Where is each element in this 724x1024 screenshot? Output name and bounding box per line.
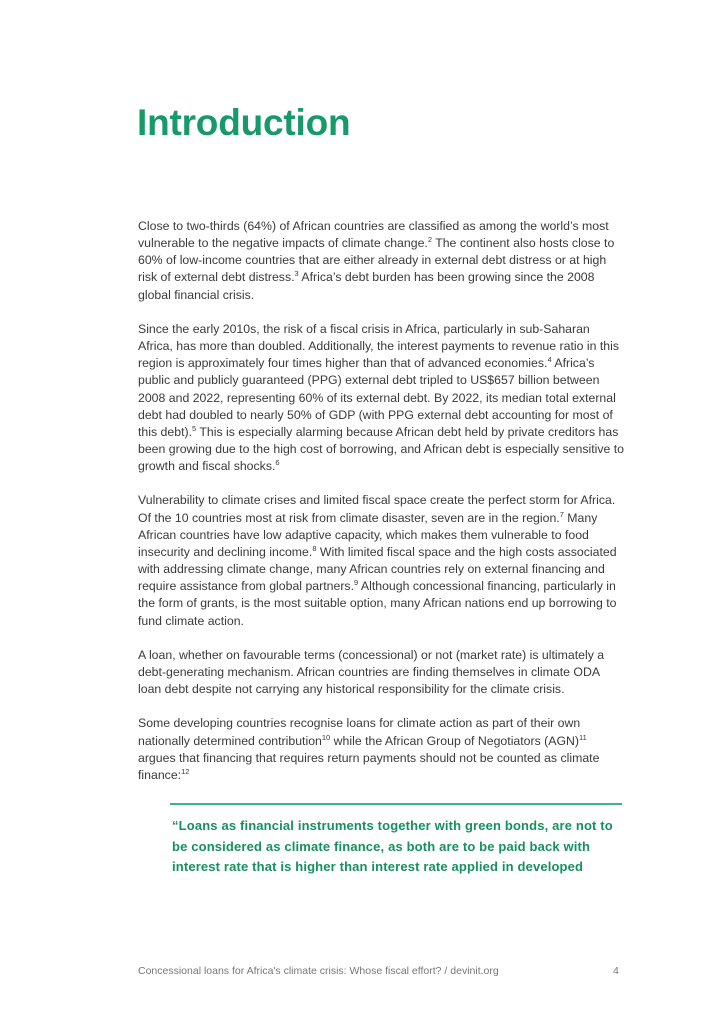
text-segment: loan debt despite not carrying any historical responsibility for the climate crisis. xyxy=(138,682,565,697)
text-segment: Africa’s debt burden has been growing since the 2008 xyxy=(298,270,595,285)
text-line xyxy=(138,424,628,441)
text-line xyxy=(138,561,628,578)
text-segment: the form of grants, is the most suitable option, many African nations end up borrowing to xyxy=(138,596,617,611)
footnote-ref[interactable]: 11 xyxy=(579,732,587,742)
text-segment: Africa’s xyxy=(551,356,595,371)
footnote-ref[interactable]: 2 xyxy=(427,235,433,245)
paragraph xyxy=(138,647,628,698)
footnote-ref[interactable]: 4 xyxy=(547,355,552,365)
text-segment: vulnerable to the negative impacts of climate change. xyxy=(138,236,428,251)
text-segment: require assistance from global partners. xyxy=(138,579,354,594)
page-title: Introduction xyxy=(137,102,351,143)
text-line xyxy=(138,269,628,286)
text-segment: The continent also hosts close to xyxy=(432,236,615,251)
text-line xyxy=(138,390,628,407)
text-line xyxy=(138,458,628,475)
text-segment: finance: xyxy=(138,767,182,782)
footnote-ref[interactable]: 9 xyxy=(353,578,359,588)
paragraph xyxy=(138,218,628,304)
paragraph xyxy=(138,492,628,629)
text-line xyxy=(138,578,628,595)
text-line xyxy=(138,355,628,372)
footnote-ref[interactable]: 6 xyxy=(275,458,280,468)
text-line xyxy=(138,613,628,630)
text-segment: debt-generating mechanism. African countries are finding themselves in climate ODA xyxy=(138,665,601,680)
text-segment: Although concessional financing, particularly in xyxy=(358,579,616,594)
footer-text: Concessional loans for Africa's climate crisis: Whose fiscal effort? / devinit.org xyxy=(138,965,499,977)
text-segment: A loan, whether on favourable terms (concessional) or not (market rate) is ultimately a xyxy=(138,647,605,662)
text-line xyxy=(138,750,628,767)
text-segment: argues that financing that requires return payments should not be counted as climate xyxy=(138,750,600,765)
footnote-ref[interactable]: 8 xyxy=(312,543,317,553)
text-segment: Africa, has more than doubled. Additionally, the interest payments to revenue ratio in this xyxy=(138,339,619,354)
text-line xyxy=(138,338,628,355)
text-line xyxy=(138,492,628,509)
text-line xyxy=(138,252,628,269)
quote-line: be considered as climate finance, as both are to be paid back with xyxy=(172,838,591,854)
quote-divider xyxy=(170,803,622,805)
text-segment: risk of external debt distress. xyxy=(138,270,295,285)
footnote-ref[interactable]: 10 xyxy=(321,732,331,742)
text-line xyxy=(138,681,628,698)
text-segment: global financial crisis. xyxy=(138,287,255,302)
text-segment: This is especially alarming because African debt held by private creditors has xyxy=(196,424,619,439)
text-segment: With limited fiscal space and the high costs associated xyxy=(316,544,617,559)
text-segment: African countries have low adaptive capacity, which makes them vulnerable to food xyxy=(138,527,589,542)
text-segment: Vulnerability to climate crises and limited fiscal space create the perfect storm for Africa. xyxy=(138,493,616,508)
text-segment: Some developing countries recognise loans for climate action as part of their own xyxy=(138,716,581,731)
text-line xyxy=(138,407,628,424)
text-line xyxy=(138,510,628,527)
text-line xyxy=(138,372,628,389)
text-line xyxy=(138,647,628,664)
footnote-ref[interactable]: 12 xyxy=(181,766,190,776)
text-segment: Since the early 2010s, the risk of a fiscal crisis in Africa, particularly in sub-Saharan xyxy=(138,321,590,336)
text-segment: insecurity and declining income. xyxy=(138,544,313,559)
text-line xyxy=(138,664,628,681)
paragraph xyxy=(138,321,628,475)
text-line xyxy=(138,544,628,561)
text-line xyxy=(138,715,628,732)
text-segment: region is approximately four times higher than that of advanced economies. xyxy=(138,356,548,371)
text-line xyxy=(138,767,628,784)
text-line xyxy=(138,218,628,235)
quote-line: interest rate that is higher than interest rate applied in developed xyxy=(172,859,584,874)
text-segment: been growing due to the high cost of borrowing, and African debt is especially sensitive to xyxy=(138,442,625,457)
text-segment: Close to two-thirds (64%) of African countries are classified as among the world’s most xyxy=(138,219,609,233)
text-line xyxy=(138,527,628,544)
quote-line: “Loans as financial instruments together with green bonds, are not to xyxy=(172,818,613,833)
footnote-ref[interactable]: 5 xyxy=(192,423,197,433)
text-segment: 60% of low-income countries that are either already in external debt distress or at high xyxy=(138,253,607,268)
page-number: 4 xyxy=(613,965,619,977)
text-segment: fund climate action. xyxy=(138,613,244,628)
footnote-ref[interactable]: 3 xyxy=(294,269,299,279)
text-segment: with addressing climate change, many African countries rely on external financing and xyxy=(138,562,605,577)
text-segment: growth and fiscal shocks. xyxy=(138,459,276,474)
text-line xyxy=(138,287,628,304)
text-segment: while the African Group of Negotiators (AGN) xyxy=(330,733,580,748)
text-line xyxy=(138,321,628,338)
text-segment: this debt). xyxy=(138,424,192,439)
block-quote xyxy=(172,816,613,878)
text-segment: public and publicly guaranteed (PPG) external debt tripled to US$657 billion between xyxy=(138,373,600,388)
text-line xyxy=(138,595,628,612)
text-line xyxy=(138,235,628,252)
body-text xyxy=(138,218,628,801)
text-segment: nationally determined contribution xyxy=(138,733,322,748)
text-segment: 2008 and 2022, representing 60% of its external debt. By 2022, its median total external xyxy=(138,390,616,405)
text-segment: Of the 10 countries most at risk from climate disaster, seven are in the region. xyxy=(138,510,560,525)
text-line xyxy=(138,733,628,750)
footnote-ref[interactable]: 7 xyxy=(559,509,564,519)
text-line xyxy=(138,441,628,458)
paragraph xyxy=(138,715,628,784)
text-segment: debt had doubled to nearly 50% of GDP (with PPG external debt accounting for most of xyxy=(138,407,613,422)
text-segment: Many xyxy=(563,510,598,525)
